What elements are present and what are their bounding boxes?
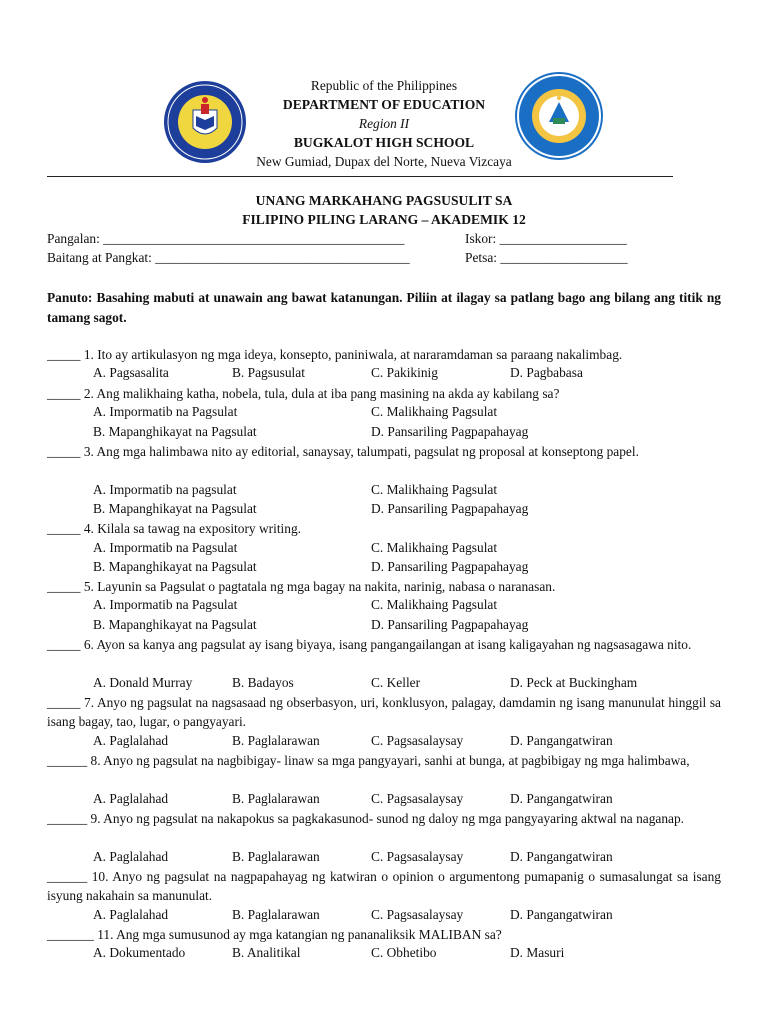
score-blank[interactable]: ___________________ bbox=[499, 231, 627, 246]
republic-line: Republic of the Philippines bbox=[310, 78, 458, 93]
q11-option-a[interactable]: A. Dokumentado bbox=[93, 945, 186, 960]
q3-option-d[interactable]: D. Pansariling Pagpapahayag bbox=[371, 501, 529, 516]
question-3: _____ 3. Ang mga halimbawa nito ay editorial, sanaysay, talumpati, pagsulat ng proposal at konseptong papel. bbox=[47, 444, 639, 459]
department-name: DEPARTMENT OF EDUCATION bbox=[282, 97, 486, 112]
q7-option-a[interactable]: A. Paglalahad bbox=[93, 733, 169, 748]
q2-option-b[interactable]: B. Mapanghikayat na Pagsulat bbox=[93, 424, 257, 439]
school-name: BUGKALOT HIGH SCHOOL bbox=[293, 135, 475, 150]
q5-option-a[interactable]: A. Impormatib na Pagsulat bbox=[93, 597, 238, 612]
q1-option-b[interactable]: B. Pagsusulat bbox=[232, 365, 305, 380]
instructions: Panuto: Basahing mabuti at unawain ang bawat katanungan. Piliin at ilagay sa patlang bago ang bilang ang titik ng tamang sagot. bbox=[47, 290, 721, 325]
q5-option-c[interactable]: C. Malikhaing Pagsulat bbox=[371, 597, 498, 612]
q11-option-b[interactable]: B. Analitikal bbox=[232, 945, 301, 960]
region-line: Region II bbox=[358, 116, 410, 131]
q6-option-b[interactable]: B. Badayos bbox=[232, 675, 294, 690]
grade-section-field[interactable] bbox=[47, 250, 410, 266]
q4-option-c[interactable]: C. Malikhaing Pagsulat bbox=[371, 540, 498, 555]
q8-option-a[interactable]: A. Paglalahad bbox=[93, 791, 169, 806]
question-2: _____ 2. Ang malikhaing katha, nobela, tula, dula at iba pang masining na akda ay kabilang sa? bbox=[47, 386, 560, 401]
q4-option-b[interactable]: B. Mapanghikayat na Pagsulat bbox=[93, 559, 257, 574]
question-10: ______ 10. Anyo ng pagsulat na nagpapahayag ng katwiran o opinion o argumentong pumapanig o sumasalungat sa isang isyung nakahain sa manunulat. bbox=[47, 869, 721, 903]
q11-option-c[interactable]: C. Obhetibo bbox=[371, 945, 437, 960]
score-label: Iskor: bbox=[465, 231, 497, 246]
grade-section-label: Baitang at Pangkat: bbox=[47, 250, 152, 265]
school-address: New Gumiad, Dupax del Norte, Nueva Vizcaya bbox=[256, 154, 512, 169]
q3-option-c[interactable]: C. Malikhaing Pagsulat bbox=[371, 482, 498, 497]
q5-option-d[interactable]: D. Pansariling Pagpapahayag bbox=[371, 617, 529, 632]
exam-title-line-1: UNANG MARKAHANG PAGSUSULIT SA bbox=[255, 193, 513, 208]
q10-option-d[interactable]: D. Pangangatwiran bbox=[510, 907, 613, 922]
q2-option-d[interactable]: D. Pansariling Pagpapahayag bbox=[371, 424, 529, 439]
q6-option-d[interactable]: D. Peck at Buckingham bbox=[510, 675, 638, 690]
q8-option-b[interactable]: B. Paglalarawan bbox=[232, 791, 320, 806]
q10-option-c[interactable]: C. Pagsasalaysay bbox=[371, 907, 464, 922]
q7-option-c[interactable]: C. Pagsasalaysay bbox=[371, 733, 464, 748]
q9-option-b[interactable]: B. Paglalarawan bbox=[232, 849, 320, 864]
question-1: _____ 1. Ito ay artikulasyon ng mga ideya, konsepto, paniniwala, at nararamdaman sa paraang nakalimbag. bbox=[47, 347, 623, 362]
question-9: ______ 9. Anyo ng pagsulat na nakapokus sa pagkakasunod- sunod ng daloy ng mga pangyayaring aktwal na naganap. bbox=[47, 811, 685, 826]
q8-option-d[interactable]: D. Pangangatwiran bbox=[510, 791, 613, 806]
question-8: ______ 8. Anyo ng pagsulat na nagbibigay- linaw sa mga pangyayari, sanhi at bunga, at pagbibigay ng mga halimbawa, bbox=[47, 753, 690, 768]
q8-option-c[interactable]: C. Pagsasalaysay bbox=[371, 791, 464, 806]
q2-option-a[interactable]: A. Impormatib na Pagsulat bbox=[93, 404, 238, 419]
q1-option-d[interactable]: D. Pagbabasa bbox=[510, 365, 583, 380]
question-4: _____ 4. Kilala sa tawag na expository writing. bbox=[47, 521, 301, 536]
q9-option-d[interactable]: D. Pangangatwiran bbox=[510, 849, 613, 864]
q6-option-c[interactable]: C. Keller bbox=[371, 675, 421, 690]
question-5: _____ 5. Layunin sa Pagsulat o pagtatala ng mga bagay na nakita, narinig, nabasa o naranasan. bbox=[47, 579, 556, 594]
q7-option-b[interactable]: B. Paglalarawan bbox=[232, 733, 320, 748]
q9-option-a[interactable]: A. Paglalahad bbox=[93, 849, 169, 864]
q1-option-a[interactable]: A. Pagsasalita bbox=[93, 365, 169, 380]
date-blank[interactable]: ___________________ bbox=[500, 250, 628, 265]
q7-option-d[interactable]: D. Pangangatwiran bbox=[510, 733, 613, 748]
grade-section-blank[interactable]: ______________________________________ bbox=[155, 250, 410, 265]
score-field[interactable] bbox=[465, 231, 627, 247]
q11-option-d[interactable]: D. Masuri bbox=[510, 945, 565, 960]
name-blank[interactable]: _____________________________________________ bbox=[103, 231, 405, 246]
q10-option-a[interactable]: A. Paglalahad bbox=[93, 907, 169, 922]
q4-option-a[interactable]: A. Impormatib na Pagsulat bbox=[93, 540, 238, 555]
name-label: Pangalan: bbox=[47, 231, 100, 246]
q5-option-b[interactable]: B. Mapanghikayat na Pagsulat bbox=[93, 617, 257, 632]
q2-option-c[interactable]: C. Malikhaing Pagsulat bbox=[371, 404, 498, 419]
q3-option-b[interactable]: B. Mapanghikayat na Pagsulat bbox=[93, 501, 257, 516]
question-7: _____ 7. Anyo ng pagsulat na nagsasaad ng obserbasyon, uri, konklusyon, palagay, damdamin ng isang manunulat hinggil sa isang bagay, tao, lugar, o pangyayari. bbox=[47, 695, 721, 729]
header-divider bbox=[47, 176, 673, 177]
question-6: _____ 6. Ayon sa kanya ang pagsulat ay isang biyaya, isang pangangailangan at isang kaligayahan ng nagsasagawa nito. bbox=[47, 637, 692, 652]
name-field[interactable] bbox=[47, 231, 404, 247]
q10-option-b[interactable]: B. Paglalarawan bbox=[232, 907, 320, 922]
date-field[interactable] bbox=[465, 250, 628, 266]
exam-title-line-2: FILIPINO PILING LARANG – AKADEMIK 12 bbox=[242, 212, 526, 227]
question-11: _______ 11. Ang mga sumusunod ay mga katangian ng pananaliksik MALIBAN sa? bbox=[47, 927, 502, 942]
q9-option-c[interactable]: C. Pagsasalaysay bbox=[371, 849, 464, 864]
q3-option-a[interactable]: A. Impormatib na pagsulat bbox=[93, 482, 237, 497]
q4-option-d[interactable]: D. Pansariling Pagpapahayag bbox=[371, 559, 529, 574]
date-label: Petsa: bbox=[465, 250, 497, 265]
q6-option-a[interactable]: A. Donald Murray bbox=[93, 675, 193, 690]
q1-option-c[interactable]: C. Pakikinig bbox=[371, 365, 438, 380]
